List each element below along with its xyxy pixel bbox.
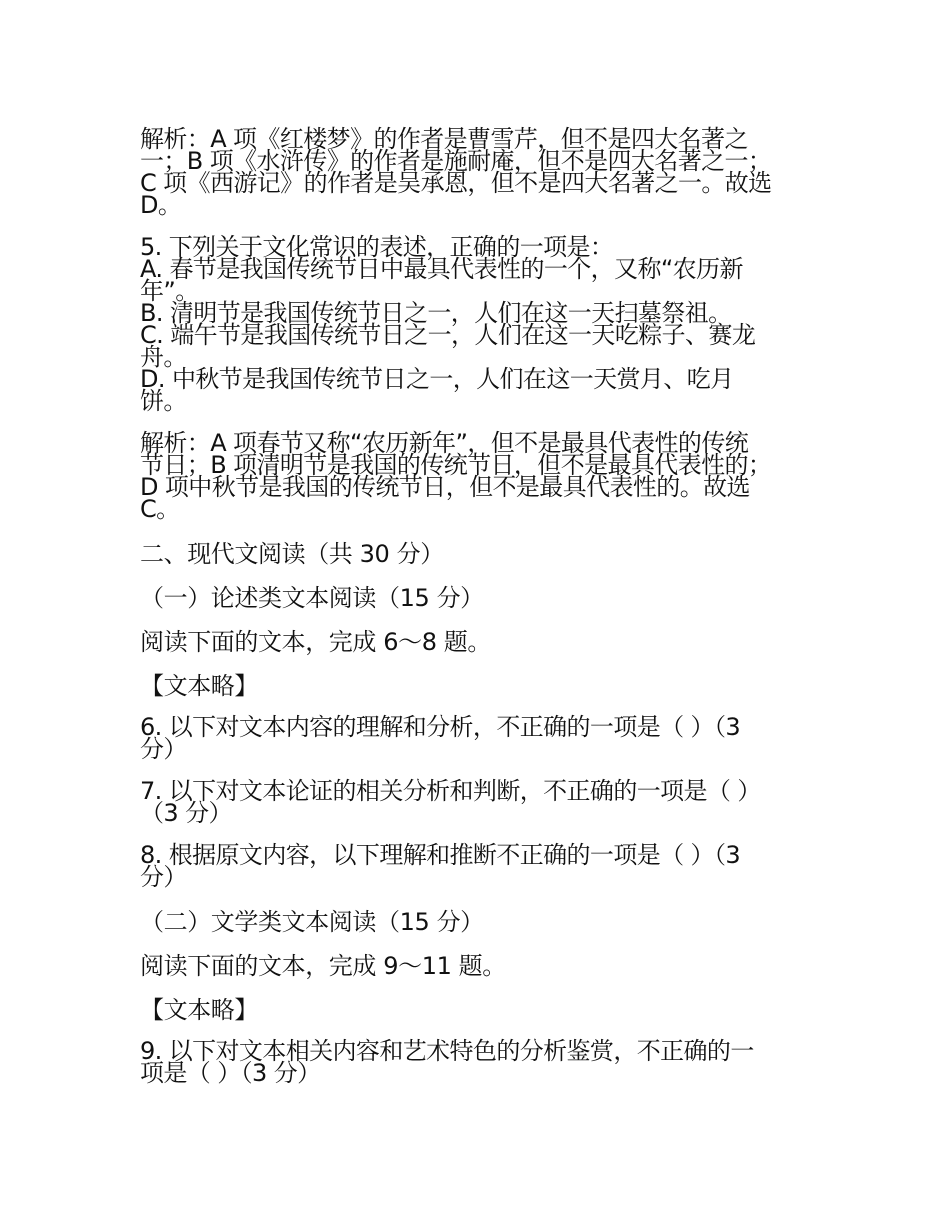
- question-8: [140, 841, 812, 891]
- question-6-line: 6. 以下对文本内容的理解和分析，不正确的一项是（ ）（3: [140, 713, 741, 741]
- analysis-q5: [140, 429, 812, 523]
- analysis-q4-line: 一；B 项《水浒传》的作者是施耐庵，但不是四大名著之一；: [140, 147, 772, 175]
- section-2-title: 二、现代文阅读（共 30 分）: [140, 540, 444, 568]
- analysis-q5-line: 节日；B 项清明节是我国的传统节日，但不是最具代表性的；: [140, 451, 772, 479]
- question-7-line: （3 分）: [140, 799, 232, 827]
- document-page: [140, 125, 812, 1104]
- analysis-q4-line: 解析：A 项《红楼梦》的作者是曹雪芹，但不是四大名著之: [140, 125, 748, 153]
- text-omitted-2: 【文本略】: [140, 996, 258, 1024]
- analysis-q5-line: D 项中秋节是我国的传统节日，但不是最具代表性的。故选: [140, 473, 750, 501]
- question-6-line: 分）: [140, 735, 187, 763]
- option-line: A. 春节是我国传统节日中最具代表性的一个，又称“农历新: [140, 255, 743, 283]
- question-5-option-d: [140, 365, 812, 415]
- text-omitted-1: 【文本略】: [140, 672, 258, 700]
- question-9-line: 9. 以下对文本相关内容和艺术特色的分析鉴赏，不正确的一: [140, 1037, 754, 1065]
- instruction-2: 阅读下面的文本，完成 9～11 题。: [140, 952, 506, 980]
- analysis-q4-line: D。: [140, 191, 182, 219]
- analysis-q5-line: 解析：A 项春节又称“农历新年”，但不是最具代表性的传统: [140, 429, 749, 457]
- analysis-q4-line: C 项《西游记》的作者是吴承恩，但不是四大名著之一。故选: [140, 169, 772, 197]
- question-7: [140, 777, 812, 827]
- question-6: [140, 713, 812, 763]
- question-9: [140, 1037, 812, 1087]
- instruction-1: 阅读下面的文本，完成 6～8 题。: [140, 628, 491, 656]
- question-8-line: 分）: [140, 863, 187, 891]
- question-7-line: 7. 以下对文本论证的相关分析和判断，不正确的一项是（ ）: [140, 777, 761, 805]
- option-line: B. 清明节是我国传统节日之一，人们在这一天扫墓祭祖。: [140, 299, 732, 327]
- option-line: D. 中秋节是我国传统节日之一，人们在这一天赏月、吃月: [140, 365, 734, 393]
- option-line: 年”。: [140, 277, 199, 305]
- option-line: 舟。: [140, 343, 187, 371]
- option-line: C. 端午节是我国传统节日之一，人们在这一天吃粽子、赛龙: [140, 321, 756, 349]
- question-5: [140, 233, 812, 415]
- option-line: 饼。: [140, 387, 187, 415]
- question-5-option-c: [140, 321, 812, 371]
- subsection-2-title: （二）文学类文本阅读（15 分）: [140, 908, 484, 936]
- analysis-q5-line: C。: [140, 495, 180, 523]
- question-5-stem: 5. 下列关于文化常识的表述，正确的一项是：: [140, 233, 614, 261]
- question-9-line: 项是（ ）（3 分）: [140, 1059, 321, 1087]
- subsection-1-title: （一）论述类文本阅读（15 分）: [140, 584, 484, 612]
- question-8-line: 8. 根据原文内容，以下理解和推断不正确的一项是（ ）（3: [140, 841, 741, 869]
- analysis-q4: [140, 125, 812, 219]
- question-5-option-a: [140, 255, 812, 305]
